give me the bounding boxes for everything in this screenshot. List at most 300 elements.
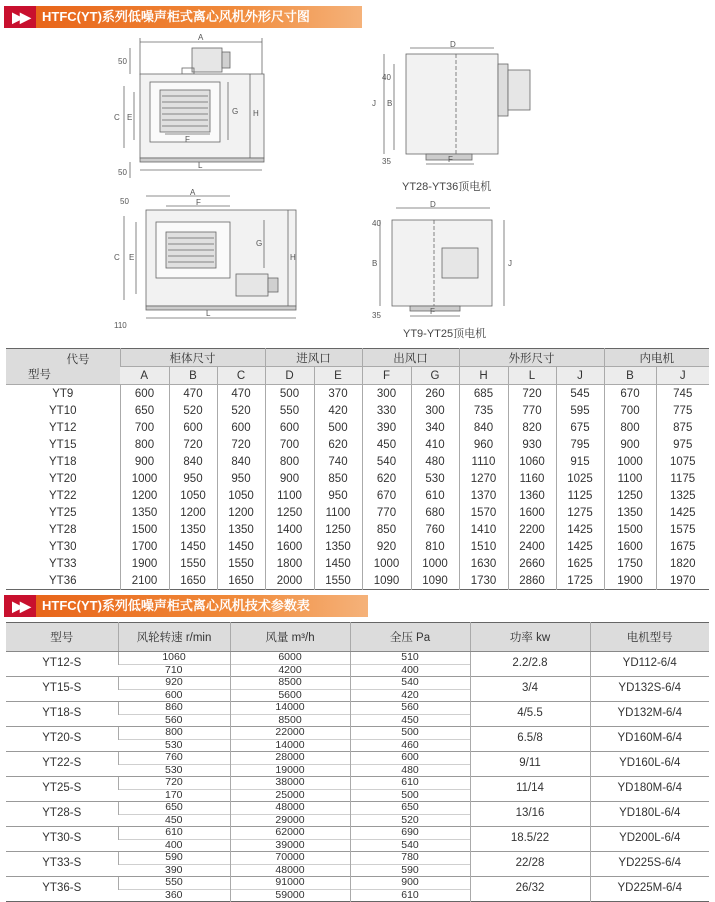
model-cell: YT25 — [6, 504, 120, 521]
value-cell: 1970 — [656, 572, 709, 590]
value-cell: 1650 — [217, 572, 265, 590]
motor-cell: YD200L-6/4 — [590, 827, 709, 852]
pressure-cell: 610 — [350, 889, 470, 902]
pressure-cell: 520 — [350, 814, 470, 827]
motor-cell: YD112-6/4 — [590, 652, 709, 677]
value-cell: 900 — [604, 436, 656, 453]
speed-cell: 800 — [118, 727, 230, 740]
diagram-front-view-top-motor — [370, 40, 550, 168]
column-header: J — [656, 367, 709, 385]
value-cell: 1650 — [169, 572, 217, 590]
dim-label-110: 110 — [114, 321, 127, 330]
value-cell: 410 — [411, 436, 459, 453]
value-cell: 810 — [411, 538, 459, 555]
value-cell: 1125 — [556, 487, 604, 504]
dim-label-e: E — [129, 253, 135, 262]
dim-label-50: 50 — [120, 197, 129, 206]
value-cell: 650 — [120, 402, 169, 419]
value-cell: 1250 — [265, 504, 314, 521]
value-cell: 670 — [604, 385, 656, 403]
value-cell: 840 — [459, 419, 508, 436]
column-header: G — [411, 367, 459, 385]
value-cell: 1110 — [459, 453, 508, 470]
value-cell: 600 — [120, 385, 169, 403]
table-row — [6, 436, 709, 453]
value-cell: 2400 — [508, 538, 556, 555]
power-cell: 4/5.5 — [470, 702, 590, 727]
value-cell: 1250 — [314, 521, 362, 538]
value-cell: 520 — [169, 402, 217, 419]
value-cell: 1000 — [411, 555, 459, 572]
model-cell: YT12-S — [6, 652, 118, 677]
pressure-cell: 590 — [350, 864, 470, 877]
header-power: 功率 kw — [470, 623, 590, 652]
dim-label-l: L — [206, 309, 211, 318]
group-header: 外形尺寸 — [459, 349, 604, 367]
header-pressure: 全压 Pa — [350, 623, 470, 652]
motor-cell: YD225S-6/4 — [590, 852, 709, 877]
value-cell: 610 — [411, 487, 459, 504]
value-cell: 1350 — [120, 504, 169, 521]
power-cell: 26/32 — [470, 877, 590, 902]
value-cell: 1025 — [556, 470, 604, 487]
value-cell: 950 — [169, 470, 217, 487]
value-cell: 1350 — [169, 521, 217, 538]
speed-cell: 530 — [118, 739, 230, 752]
dim-label-f: F — [430, 307, 435, 316]
model-cell: YT36 — [6, 572, 120, 590]
column-header: A — [120, 367, 169, 385]
pressure-cell: 540 — [350, 677, 470, 690]
pressure-cell: 510 — [350, 652, 470, 665]
model-cell: YT28 — [49, 523, 77, 536]
flow-cell: 28000 — [230, 752, 350, 765]
value-cell: 530 — [411, 470, 459, 487]
value-cell: 1360 — [508, 487, 556, 504]
value-cell: 850 — [362, 521, 411, 538]
value-cell: 1730 — [459, 572, 508, 590]
pressure-cell: 690 — [350, 827, 470, 840]
flow-cell: 25000 — [230, 789, 350, 802]
table-row — [6, 555, 709, 572]
value-cell: 800 — [265, 453, 314, 470]
value-cell: 370 — [314, 385, 362, 403]
value-cell: 775 — [656, 402, 709, 419]
value-cell: 1200 — [120, 487, 169, 504]
table-row — [6, 504, 709, 521]
header-flow: 风量 m³/h — [230, 623, 350, 652]
value-cell: 300 — [411, 402, 459, 419]
header-model: 型号 — [6, 623, 118, 652]
table-row — [6, 852, 709, 865]
dim-label-a: A — [190, 188, 196, 197]
model-cell: YT20-S — [6, 727, 118, 752]
value-cell: 1630 — [459, 555, 508, 572]
speed-cell: 710 — [118, 664, 230, 677]
flow-cell: 38000 — [230, 777, 350, 790]
value-cell: 1900 — [120, 555, 169, 572]
table-row — [6, 385, 709, 403]
value-cell: 1575 — [656, 521, 709, 538]
model-cell: YT15 — [6, 436, 120, 453]
section-title: HTFC(YT)系列低噪声柜式离心风机外形尺寸图 — [36, 6, 362, 28]
value-cell: 800 — [120, 436, 169, 453]
value-cell: 700 — [265, 436, 314, 453]
value-cell: 1425 — [556, 538, 604, 555]
value-cell: 1410 — [459, 521, 508, 538]
value-cell: 1675 — [656, 538, 709, 555]
value-cell: 1350 — [314, 538, 362, 555]
value-cell: 1100 — [604, 470, 656, 487]
section-title: HTFC(YT)系列低噪声柜式离心风机技术参数表 — [36, 595, 368, 617]
flow-cell: 14000 — [230, 739, 350, 752]
value-cell: 1600 — [265, 538, 314, 555]
value-cell: 600 — [169, 419, 217, 436]
value-cell: 930 — [508, 436, 556, 453]
value-cell: 2100 — [120, 572, 169, 590]
value-cell: 1325 — [656, 487, 709, 504]
column-header: E — [314, 367, 362, 385]
section-header-tech-params — [4, 595, 368, 617]
table-row — [6, 538, 709, 555]
speed-cell: 530 — [118, 764, 230, 777]
double-chevron-right-icon: ▶▶ — [4, 6, 36, 28]
value-cell: 1900 — [604, 572, 656, 590]
value-cell: 1160 — [508, 470, 556, 487]
power-cell: 22/28 — [470, 852, 590, 877]
motor-cell: YD132S-6/4 — [590, 677, 709, 702]
dim-label-f: F — [196, 198, 201, 207]
pressure-cell: 610 — [350, 777, 470, 790]
table-row — [6, 487, 709, 504]
dim-label-a: A — [198, 33, 204, 42]
speed-cell: 400 — [118, 839, 230, 852]
model-cell: YT36-S — [6, 877, 118, 902]
value-cell: 1060 — [508, 453, 556, 470]
model-cell: YT22 — [49, 489, 77, 502]
model-cell: YT9 — [52, 387, 74, 400]
value-cell: 1370 — [459, 487, 508, 504]
power-cell: 3/4 — [470, 677, 590, 702]
value-cell: 850 — [314, 470, 362, 487]
table-row — [6, 877, 709, 890]
table-row — [6, 521, 709, 538]
model-cell: YT30 — [6, 538, 120, 555]
value-cell: 500 — [265, 385, 314, 403]
value-cell: 1725 — [556, 572, 604, 590]
header-motor: 电机型号 — [590, 623, 709, 652]
flow-cell: 22000 — [230, 727, 350, 740]
column-header: J — [556, 367, 604, 385]
value-cell: 685 — [459, 385, 508, 403]
flow-cell: 29000 — [230, 814, 350, 827]
value-cell: 1450 — [169, 538, 217, 555]
value-cell: 1175 — [656, 470, 709, 487]
flow-cell: 4200 — [230, 664, 350, 677]
motor-cell: YD180L-6/4 — [590, 802, 709, 827]
value-cell: 620 — [362, 470, 411, 487]
section-header-dimensions — [4, 6, 362, 28]
speed-cell: 720 — [118, 777, 230, 790]
value-cell: 1425 — [656, 504, 709, 521]
diagram-caption-internal-motor: YT9-YT25顶电机 — [403, 328, 487, 340]
dim-label-j: J — [372, 99, 376, 108]
table-row — [6, 777, 709, 790]
value-cell: 1550 — [314, 572, 362, 590]
pressure-cell: 480 — [350, 764, 470, 777]
value-cell: 520 — [217, 402, 265, 419]
value-cell: 1425 — [556, 521, 604, 538]
speed-cell: 610 — [118, 827, 230, 840]
value-cell: 600 — [217, 419, 265, 436]
pressure-cell: 500 — [350, 789, 470, 802]
flow-cell: 8500 — [230, 714, 350, 727]
dim-label-40: 40 — [372, 219, 381, 228]
value-cell: 620 — [314, 436, 362, 453]
speed-cell: 360 — [118, 889, 230, 902]
speed-cell: 650 — [118, 802, 230, 815]
value-cell: 740 — [314, 453, 362, 470]
pressure-cell: 650 — [350, 802, 470, 815]
table-row — [6, 702, 709, 715]
model-cell: YT28-S — [6, 802, 118, 827]
value-cell: 1800 — [265, 555, 314, 572]
pressure-cell: 400 — [350, 664, 470, 677]
value-cell: 920 — [362, 538, 411, 555]
speed-cell: 600 — [118, 689, 230, 702]
value-cell: 1000 — [362, 555, 411, 572]
table-corner-header — [6, 349, 120, 385]
column-header: C — [217, 367, 265, 385]
model-cell: YT22-S — [6, 752, 118, 777]
speed-cell: 550 — [118, 877, 230, 890]
power-cell: 13/16 — [470, 802, 590, 827]
table-row — [6, 402, 709, 419]
table-row — [6, 419, 709, 436]
speed-cell: 170 — [118, 789, 230, 802]
flow-cell: 70000 — [230, 852, 350, 865]
header-speed: 风轮转速 r/min — [118, 623, 230, 652]
model-cell: YT20 — [6, 470, 120, 487]
diagram-side-view-top-motor — [110, 30, 280, 180]
value-cell: 300 — [362, 385, 411, 403]
dim-label-l: L — [198, 161, 203, 170]
group-header: 柜体尺寸 — [120, 349, 265, 367]
value-cell: 900 — [265, 470, 314, 487]
flow-cell: 8500 — [230, 677, 350, 690]
value-cell: 470 — [217, 385, 265, 403]
dim-label-f: F — [185, 135, 190, 144]
pressure-cell: 460 — [350, 739, 470, 752]
flow-cell: 5600 — [230, 689, 350, 702]
model-cell: YT25-S — [6, 777, 118, 802]
dim-label-h: H — [290, 253, 296, 262]
value-cell: 720 — [169, 436, 217, 453]
value-cell: 1700 — [120, 538, 169, 555]
value-cell: 480 — [411, 453, 459, 470]
value-cell: 1090 — [411, 572, 459, 590]
table-row — [6, 572, 709, 590]
table-row — [6, 802, 709, 815]
power-cell: 6.5/8 — [470, 727, 590, 752]
value-cell: 1500 — [120, 521, 169, 538]
value-cell: 1075 — [656, 453, 709, 470]
motor-cell: YD180M-6/4 — [590, 777, 709, 802]
value-cell: 875 — [656, 419, 709, 436]
dim-label-50-bottom: 50 — [118, 168, 127, 177]
value-cell: 390 — [362, 419, 411, 436]
flow-cell: 6000 — [230, 652, 350, 665]
pressure-cell: 450 — [350, 714, 470, 727]
value-cell: 840 — [169, 453, 217, 470]
dim-label-35: 35 — [382, 157, 391, 166]
value-cell: 330 — [362, 402, 411, 419]
column-header: B — [169, 367, 217, 385]
value-cell: 1200 — [169, 504, 217, 521]
value-cell: 470 — [169, 385, 217, 403]
pressure-cell: 420 — [350, 689, 470, 702]
column-header: F — [362, 367, 411, 385]
value-cell: 770 — [508, 402, 556, 419]
flow-cell: 59000 — [230, 889, 350, 902]
model-cell: YT15-S — [6, 677, 118, 702]
value-cell: 820 — [508, 419, 556, 436]
value-cell: 1000 — [604, 453, 656, 470]
value-cell: 1350 — [604, 504, 656, 521]
motor-cell: YD132M-6/4 — [590, 702, 709, 727]
value-cell: 1600 — [604, 538, 656, 555]
dim-label-d: D — [450, 40, 456, 49]
value-cell: 1200 — [217, 504, 265, 521]
value-cell: 1275 — [556, 504, 604, 521]
value-cell: 915 — [556, 453, 604, 470]
dim-label-h: H — [253, 109, 259, 118]
value-cell: 720 — [217, 436, 265, 453]
value-cell: 800 — [604, 419, 656, 436]
table-row — [6, 453, 709, 470]
power-cell: 11/14 — [470, 777, 590, 802]
value-cell: 1450 — [314, 555, 362, 572]
dim-label-e: E — [127, 113, 133, 122]
pressure-cell: 540 — [350, 839, 470, 852]
pressure-cell: 560 — [350, 702, 470, 715]
diagram-caption-top-motor: YT28-YT36顶电机 — [402, 181, 492, 193]
value-cell: 595 — [556, 402, 604, 419]
value-cell: 760 — [411, 521, 459, 538]
value-cell: 540 — [362, 453, 411, 470]
value-cell: 745 — [656, 385, 709, 403]
value-cell: 500 — [314, 419, 362, 436]
dim-label-c: C — [114, 113, 120, 122]
flow-cell: 48000 — [230, 864, 350, 877]
model-cell: YT30-S — [6, 827, 118, 852]
value-cell: 1570 — [459, 504, 508, 521]
value-cell: 1050 — [169, 487, 217, 504]
power-cell: 9/11 — [470, 752, 590, 777]
model-cell: YT12 — [49, 421, 77, 434]
flow-cell: 14000 — [230, 702, 350, 715]
flow-cell: 39000 — [230, 839, 350, 852]
value-cell: 950 — [217, 470, 265, 487]
flow-cell: 62000 — [230, 827, 350, 840]
column-header: L — [508, 367, 556, 385]
group-header: 进风口 — [265, 349, 362, 367]
flow-cell: 91000 — [230, 877, 350, 890]
model-cell: YT10 — [6, 402, 120, 419]
speed-cell: 860 — [118, 702, 230, 715]
pressure-cell: 900 — [350, 877, 470, 890]
value-cell: 700 — [120, 419, 169, 436]
value-cell: 1510 — [459, 538, 508, 555]
value-cell: 1750 — [604, 555, 656, 572]
pressure-cell: 780 — [350, 852, 470, 865]
value-cell: 1820 — [656, 555, 709, 572]
value-cell: 450 — [362, 436, 411, 453]
motor-cell: YD225M-6/4 — [590, 877, 709, 902]
table-row — [6, 652, 709, 665]
value-cell: 975 — [656, 436, 709, 453]
table-row — [6, 470, 709, 487]
value-cell: 2200 — [508, 521, 556, 538]
dim-label-g: G — [232, 107, 239, 116]
dim-label-d: D — [430, 200, 436, 209]
value-cell: 2000 — [265, 572, 314, 590]
value-cell: 670 — [362, 487, 411, 504]
speed-cell: 450 — [118, 814, 230, 827]
model-cell: YT18 — [49, 455, 77, 468]
corner-model-label: 型号 — [28, 369, 51, 381]
value-cell: 1600 — [508, 504, 556, 521]
value-cell: 1500 — [604, 521, 656, 538]
motor-cell: YD160M-6/4 — [590, 727, 709, 752]
value-cell: 1270 — [459, 470, 508, 487]
value-cell: 900 — [120, 453, 169, 470]
dim-label-g: G — [256, 239, 263, 248]
value-cell: 1000 — [120, 470, 169, 487]
value-cell: 960 — [459, 436, 508, 453]
dim-label-b: B — [372, 259, 378, 268]
value-cell: 675 — [556, 419, 604, 436]
model-cell: YT18-S — [6, 702, 118, 727]
pressure-cell: 600 — [350, 752, 470, 765]
table-row — [6, 752, 709, 765]
dim-label-j: J — [508, 259, 512, 268]
speed-cell: 760 — [118, 752, 230, 765]
dim-label-c: C — [114, 253, 120, 262]
dim-label-b: B — [387, 99, 393, 108]
tech-params-table — [6, 622, 709, 902]
value-cell: 420 — [314, 402, 362, 419]
speed-cell: 1060 — [118, 652, 230, 665]
table-row — [6, 827, 709, 840]
value-cell: 545 — [556, 385, 604, 403]
dim-label-50-top: 50 — [118, 57, 127, 66]
value-cell: 1250 — [604, 487, 656, 504]
table-row — [6, 677, 709, 690]
value-cell: 260 — [411, 385, 459, 403]
value-cell: 700 — [604, 402, 656, 419]
column-header: D — [265, 367, 314, 385]
pressure-cell: 500 — [350, 727, 470, 740]
power-cell: 2.2/2.8 — [470, 652, 590, 677]
corner-code-label: 代号 — [66, 354, 90, 366]
value-cell: 720 — [508, 385, 556, 403]
value-cell: 1550 — [217, 555, 265, 572]
dim-label-40: 40 — [382, 73, 391, 82]
value-cell: 1090 — [362, 572, 411, 590]
model-cell: YT33-S — [6, 852, 118, 877]
table-row — [6, 727, 709, 740]
